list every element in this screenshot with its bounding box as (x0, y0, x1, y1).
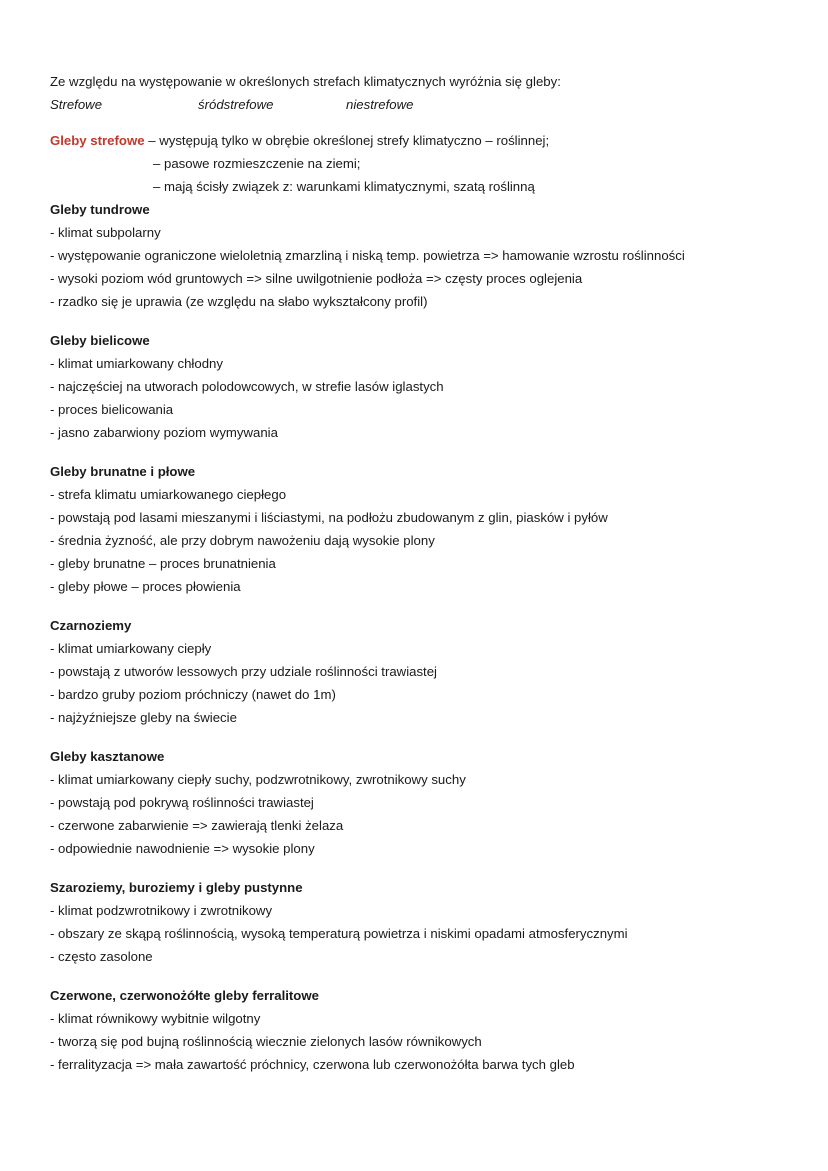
list-item: - najżyźniejsze gleby na świecie (50, 710, 237, 725)
section-item-list (50, 899, 790, 968)
soil-type-zonal: Strefowe (50, 97, 103, 112)
section-title: Gleby kasztanowe (50, 749, 165, 764)
list-item: - najczęściej na utworach polodowcowych, w strefie lasów iglastych (50, 379, 444, 394)
list-item: - klimat podzwrotnikowy i zwrotnikowy (50, 903, 273, 918)
soil-type-intrazonal: śródstrefowe (198, 97, 274, 112)
list-item: - powstają z utworów lessowych przy udziale roślinności trawiastej (50, 664, 437, 679)
list-item: - proces bielicowania (50, 402, 174, 417)
soil-type-azonal: niestrefowe (346, 97, 414, 112)
list-item: - jasno zabarwiony poziom wymywania (50, 425, 278, 440)
document-page (50, 70, 790, 1092)
section-item-list (50, 1007, 790, 1076)
list-item: - klimat równikowy wybitnie wilgotny (50, 1011, 261, 1026)
list-item: - gleby brunatne – proces brunatnienia (50, 556, 276, 571)
list-item: - bardzo gruby poziom próchniczy (nawet do 1m) (50, 687, 336, 702)
zonal-line-3: – mają ścisły związek z: warunkami klimatycznymi, szatą roślinną (153, 179, 535, 194)
section-title: Gleby bielicowe (50, 333, 150, 348)
soil-section (50, 614, 790, 729)
list-item: - klimat subpolarny (50, 225, 161, 240)
soil-section (50, 329, 790, 444)
soil-type-list (50, 93, 790, 116)
list-item: - wysoki poziom wód gruntowych => silne uwilgotnienie podłoża => częsty proces oglejenia (50, 271, 583, 286)
list-item: - klimat umiarkowany ciepły (50, 641, 212, 656)
soil-section (50, 460, 790, 598)
intro-text: Ze względu na występowanie w określonych strefach klimatycznych wyróżnia się gleby: (50, 74, 561, 89)
section-title: Czarnoziemy (50, 618, 132, 633)
zonal-definition-text: – występują tylko w obrębie określonej strefy klimatyczno – roślinnej; (144, 133, 550, 148)
section-title: Gleby brunatne i płowe (50, 464, 196, 479)
list-item: - występowanie ograniczone wieloletnią zmarzliną i niską temp. powietrza => hamowanie wzrostu roślinności (50, 248, 685, 263)
soil-section (50, 984, 790, 1076)
list-item: - powstają pod pokrywą roślinności trawiastej (50, 795, 314, 810)
list-item: - rzadko się je uprawia (ze względu na słabo wykształcony profil) (50, 294, 428, 309)
list-item: - obszary ze skąpą roślinnością, wysoką temperaturą powietrza i niskimi opadami atmosferycznymi (50, 926, 628, 941)
list-item: - tworzą się pod bujną roślinnością wiecznie zielonych lasów równikowych (50, 1034, 482, 1049)
list-item: - odpowiednie nawodnienie => wysokie plony (50, 841, 315, 856)
list-item: - często zasolone (50, 949, 153, 964)
soil-section (50, 876, 790, 968)
list-item: - powstają pod lasami mieszanymi i liściastymi, na podłożu zbudowanym z glin, piasków i pyłów (50, 510, 608, 525)
section-title: Szaroziemy, buroziemy i gleby pustynne (50, 880, 303, 895)
list-item: - strefa klimatu umiarkowanego ciepłego (50, 487, 287, 502)
section-item-list (50, 483, 790, 598)
section-title: Gleby tundrowe (50, 202, 150, 217)
section-item-list (50, 221, 790, 313)
soil-sections (50, 198, 790, 1076)
list-item: - klimat umiarkowany ciepły suchy, podzwrotnikowy, zwrotnikowy suchy (50, 772, 466, 787)
section-item-list (50, 352, 790, 444)
section-title: Czerwone, czerwonożółte gleby ferralitowe (50, 988, 319, 1003)
zonal-term: Gleby strefowe (50, 133, 145, 148)
zonal-line-2: – pasowe rozmieszczenie na ziemi; (153, 156, 361, 171)
soil-section (50, 198, 790, 313)
list-item: - średnia żyzność, ale przy dobrym nawożeniu dają wysokie plony (50, 533, 435, 548)
list-item: - klimat umiarkowany chłodny (50, 356, 223, 371)
section-item-list (50, 768, 790, 860)
list-item: - czerwone zabarwienie => zawierają tlenki żelaza (50, 818, 344, 833)
list-item: - ferralityzacja => mała zawartość próchnicy, czerwona lub czerwonożółta barwa tych gleb (50, 1057, 575, 1072)
list-item: - gleby płowe – proces płowienia (50, 579, 241, 594)
zonal-definition (50, 129, 790, 152)
soil-section (50, 745, 790, 860)
section-item-list (50, 637, 790, 729)
